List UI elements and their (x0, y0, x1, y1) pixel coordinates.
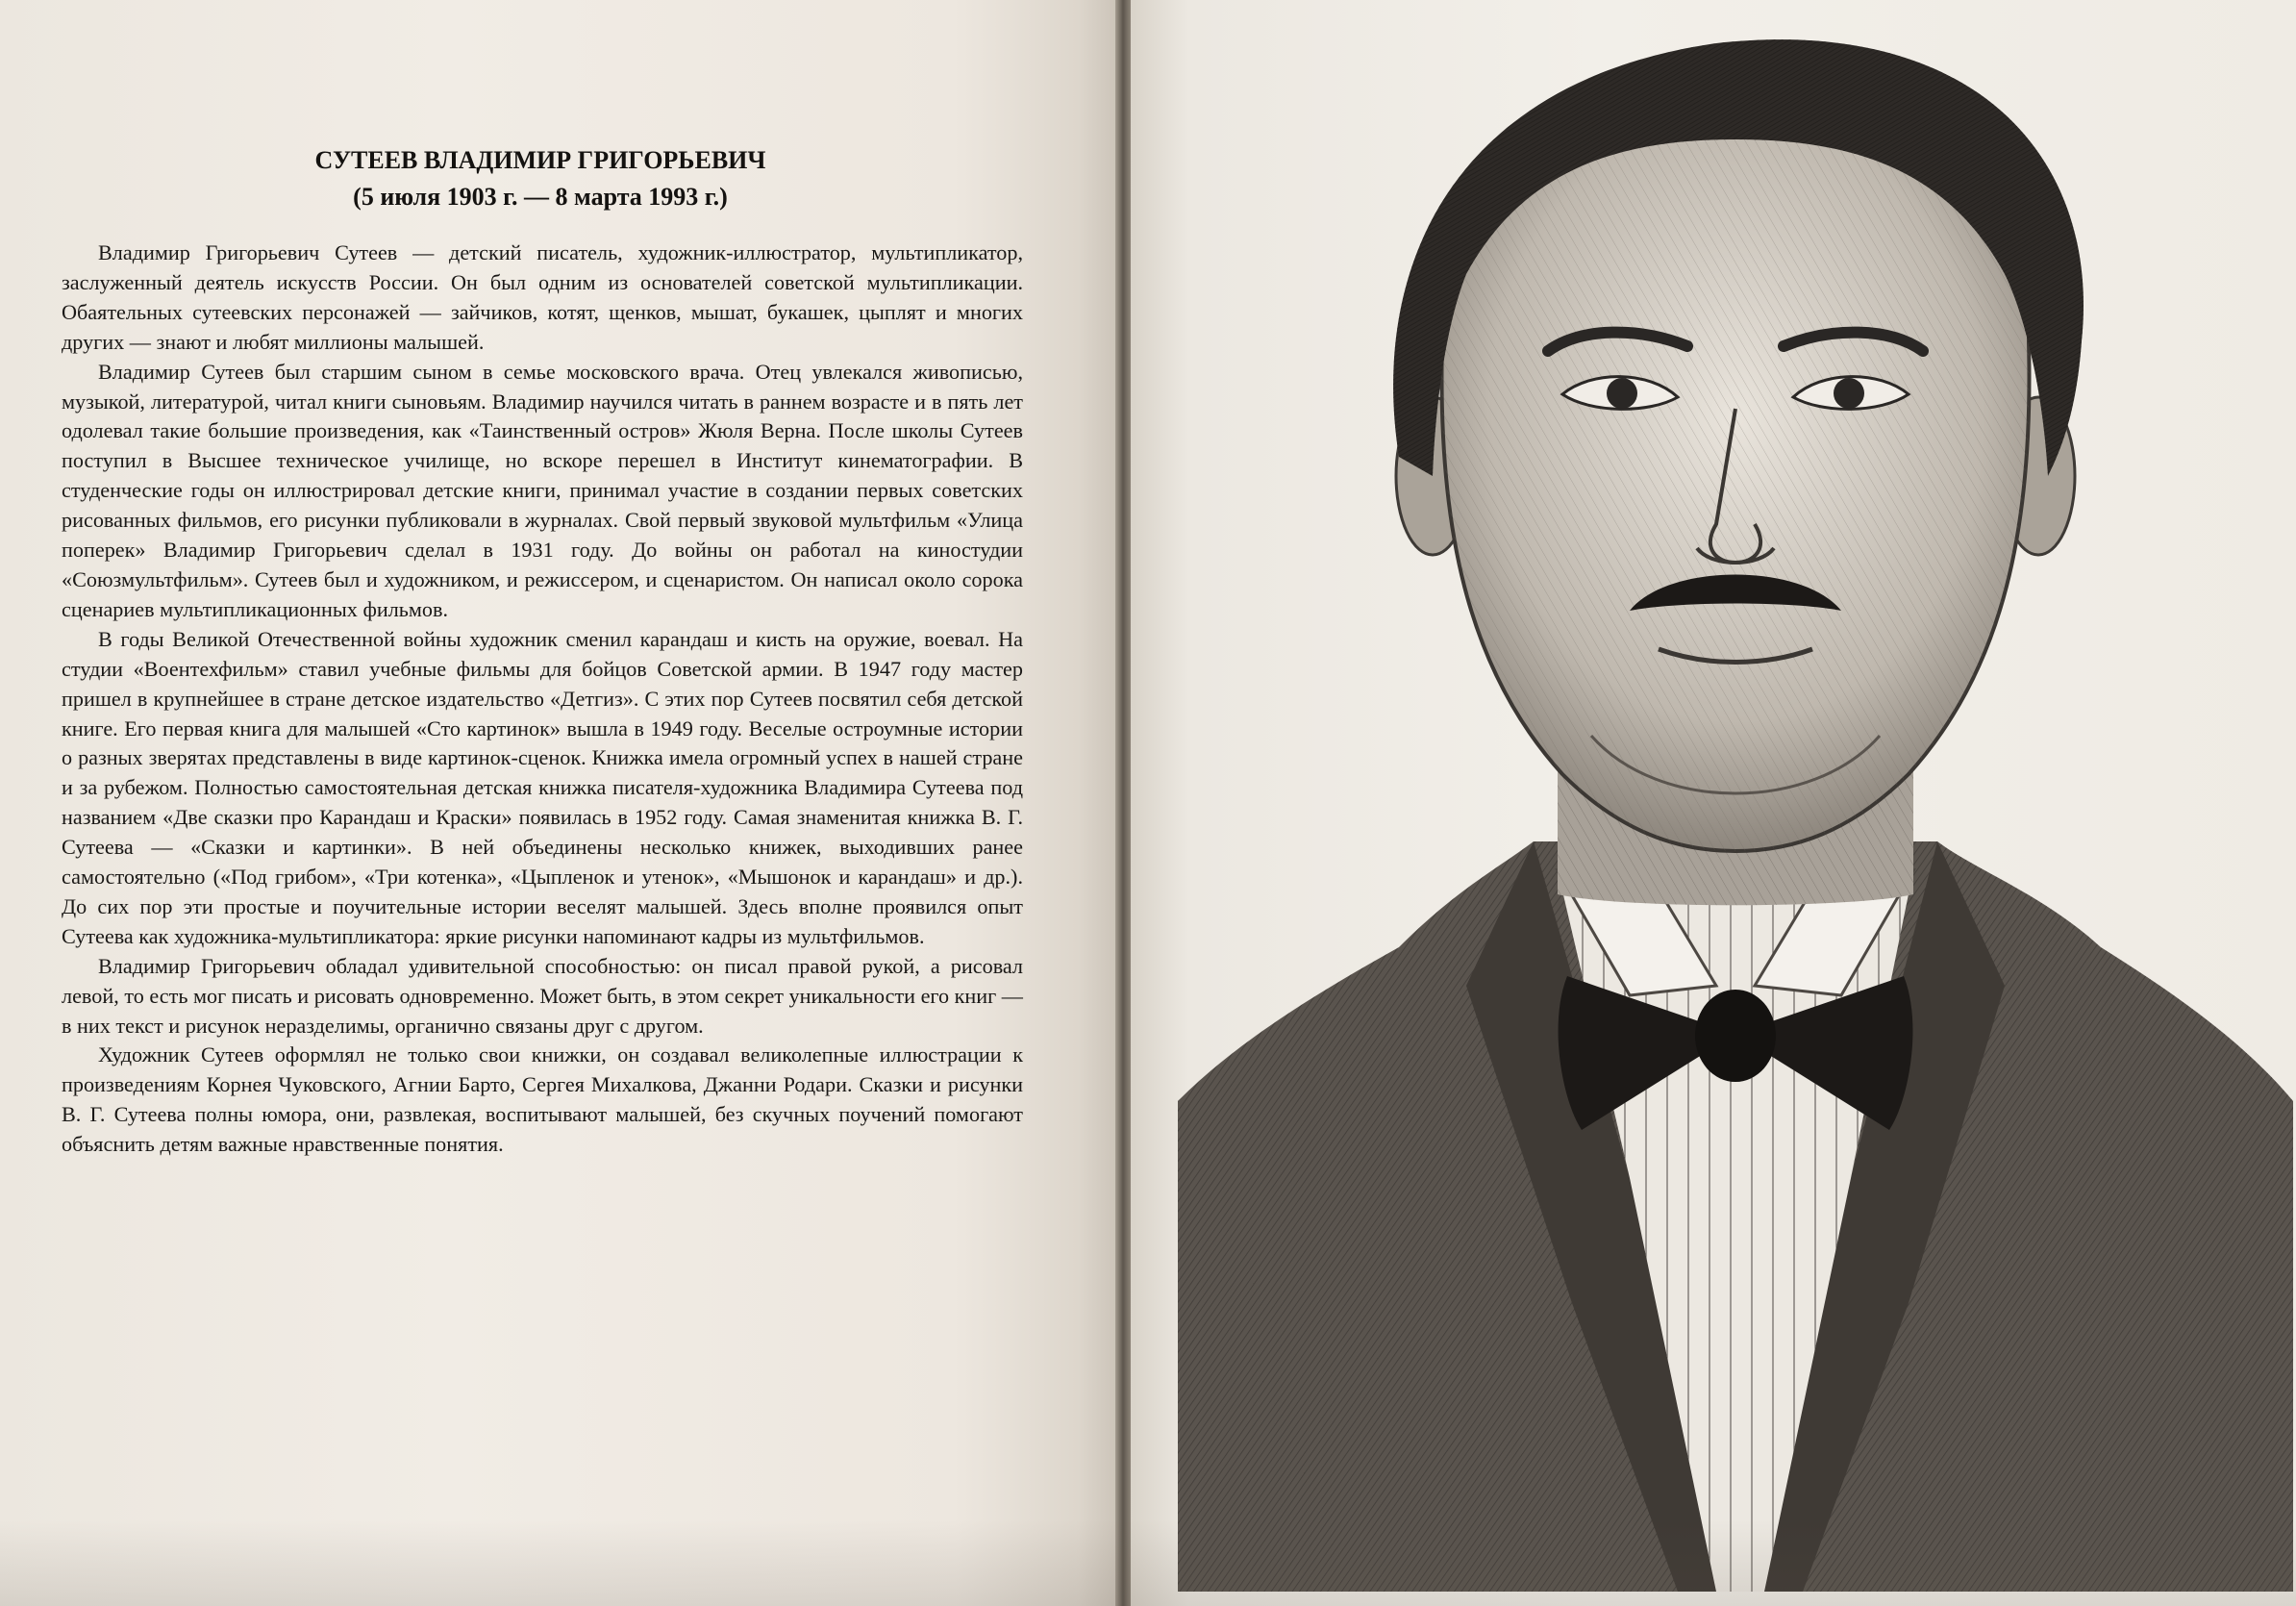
paragraph: В годы Великой Отечественной войны художник сменил карандаш и кисть на оружие, воевал. На студии «Воентехфильм» ставил учебные фильмы для бойцов Советской армии. В 1947 году мастер пришел в крупнейшее в стране детское издательство «Детгиз». С этих пор Сутеев посвятил себя детской книге. Его первая книга для малышей «Сто картинок» вышла в 1949 году. Веселые остроумные истории о разных зверятах представлены в виде картинок-сценок. Книжка имела огромный успех в нашей стране и за рубежом. Полностью самостоятельная детская книжка писателя-художника Владимира Сутеева под названием «Две сказки про Карандаш и Краски» появилась в 1952 году. Самая знаменитая книжка В. Г. Сутеева — «Сказки и картинки». В ней объединены несколько книжек, выходивших ранее самостоятельно («Под грибом», «Три котенка», «Цыпленок и утенок», «Мышонок и карандаш» и др.). До сих пор эти простые и поучительные истории веселят малышей. Здесь вполне проявился опыт Сутеева как художника-мультипликатора: яркие рисунки напоминают кадры из мультфильмов. (62, 626, 1023, 948)
paragraph: Владимир Григорьевич обладал удивительной способностью: он писал правой рукой, а рисовал левой, то есть мог писать и рисовать одновременно. Может быть, в этом секрет уникальности его книг — в них текст и рисунок неразделимы, органично связаны друг с другом. (62, 953, 1023, 1038)
page-heading (60, 142, 1021, 215)
biography-dates: (5 июля 1903 г. — 8 марта 1993 г.) (353, 183, 728, 211)
book-gutter (1115, 0, 1131, 1606)
paragraph: Владимир Сутеев был старшим сыном в семье московского врача. Отец увлекался живописью, музыкой, литературой, читал книги сыновьям. Владимир научился читать в раннем возрасте и в пять лет одолевал такие большие произведения, как «Таинственный остров» Жюля Верна. После школы Сутеев поступил в Высшее техническое училище, но вскоре перешел в Институт кинематографии. В студенческие годы он иллюстрировал детские книги, принимал участие в создании первых советских рисованных фильмов, его рисунки публиковали в журналах. Свой первый звуковой мультфильм «Улица поперек» Владимир Григорьевич сделал в 1931 году. До войны он работал на киностудии «Союзмультфильм». Сутеев был и художником, и режиссером, и сценаристом. Он написал около сорока сценариев мультипликационных фильмов. (62, 359, 1023, 621)
biography-name: СУТЕЕВ ВЛАДИМИР ГРИГОРЬЕВИЧ (314, 146, 766, 174)
pencil-sketch-portrait-icon (1178, 24, 2293, 1592)
paragraph: Художник Сутеев оформлял не только свои книжки, он создавал великолепные иллюстрации к произведениям Корнея Чуковского, Агнии Барто, Сергея Михалкова, Джанни Родари. Сказки и рисунки В. Г. Сутеева полны юмора, они, развлекая, воспитывают малышей, без скучных поучений помогают объяснить детям важные нравственные понятия. (62, 1042, 1023, 1157)
left-page (0, 0, 1123, 1606)
biography-text (62, 238, 1023, 1160)
paragraph: Владимир Григорьевич Сутеев — детский писатель, художник-иллюстратор, мультипликатор, заслуженный деятель искусств России. Он был одним из основателей советской мультипликации. Обаятельных сутеевских персонажей — зайчиков, котят, щенков, мышат, букашек, цыплят и многих других — знают и любят миллионы малышей. (62, 240, 1023, 354)
